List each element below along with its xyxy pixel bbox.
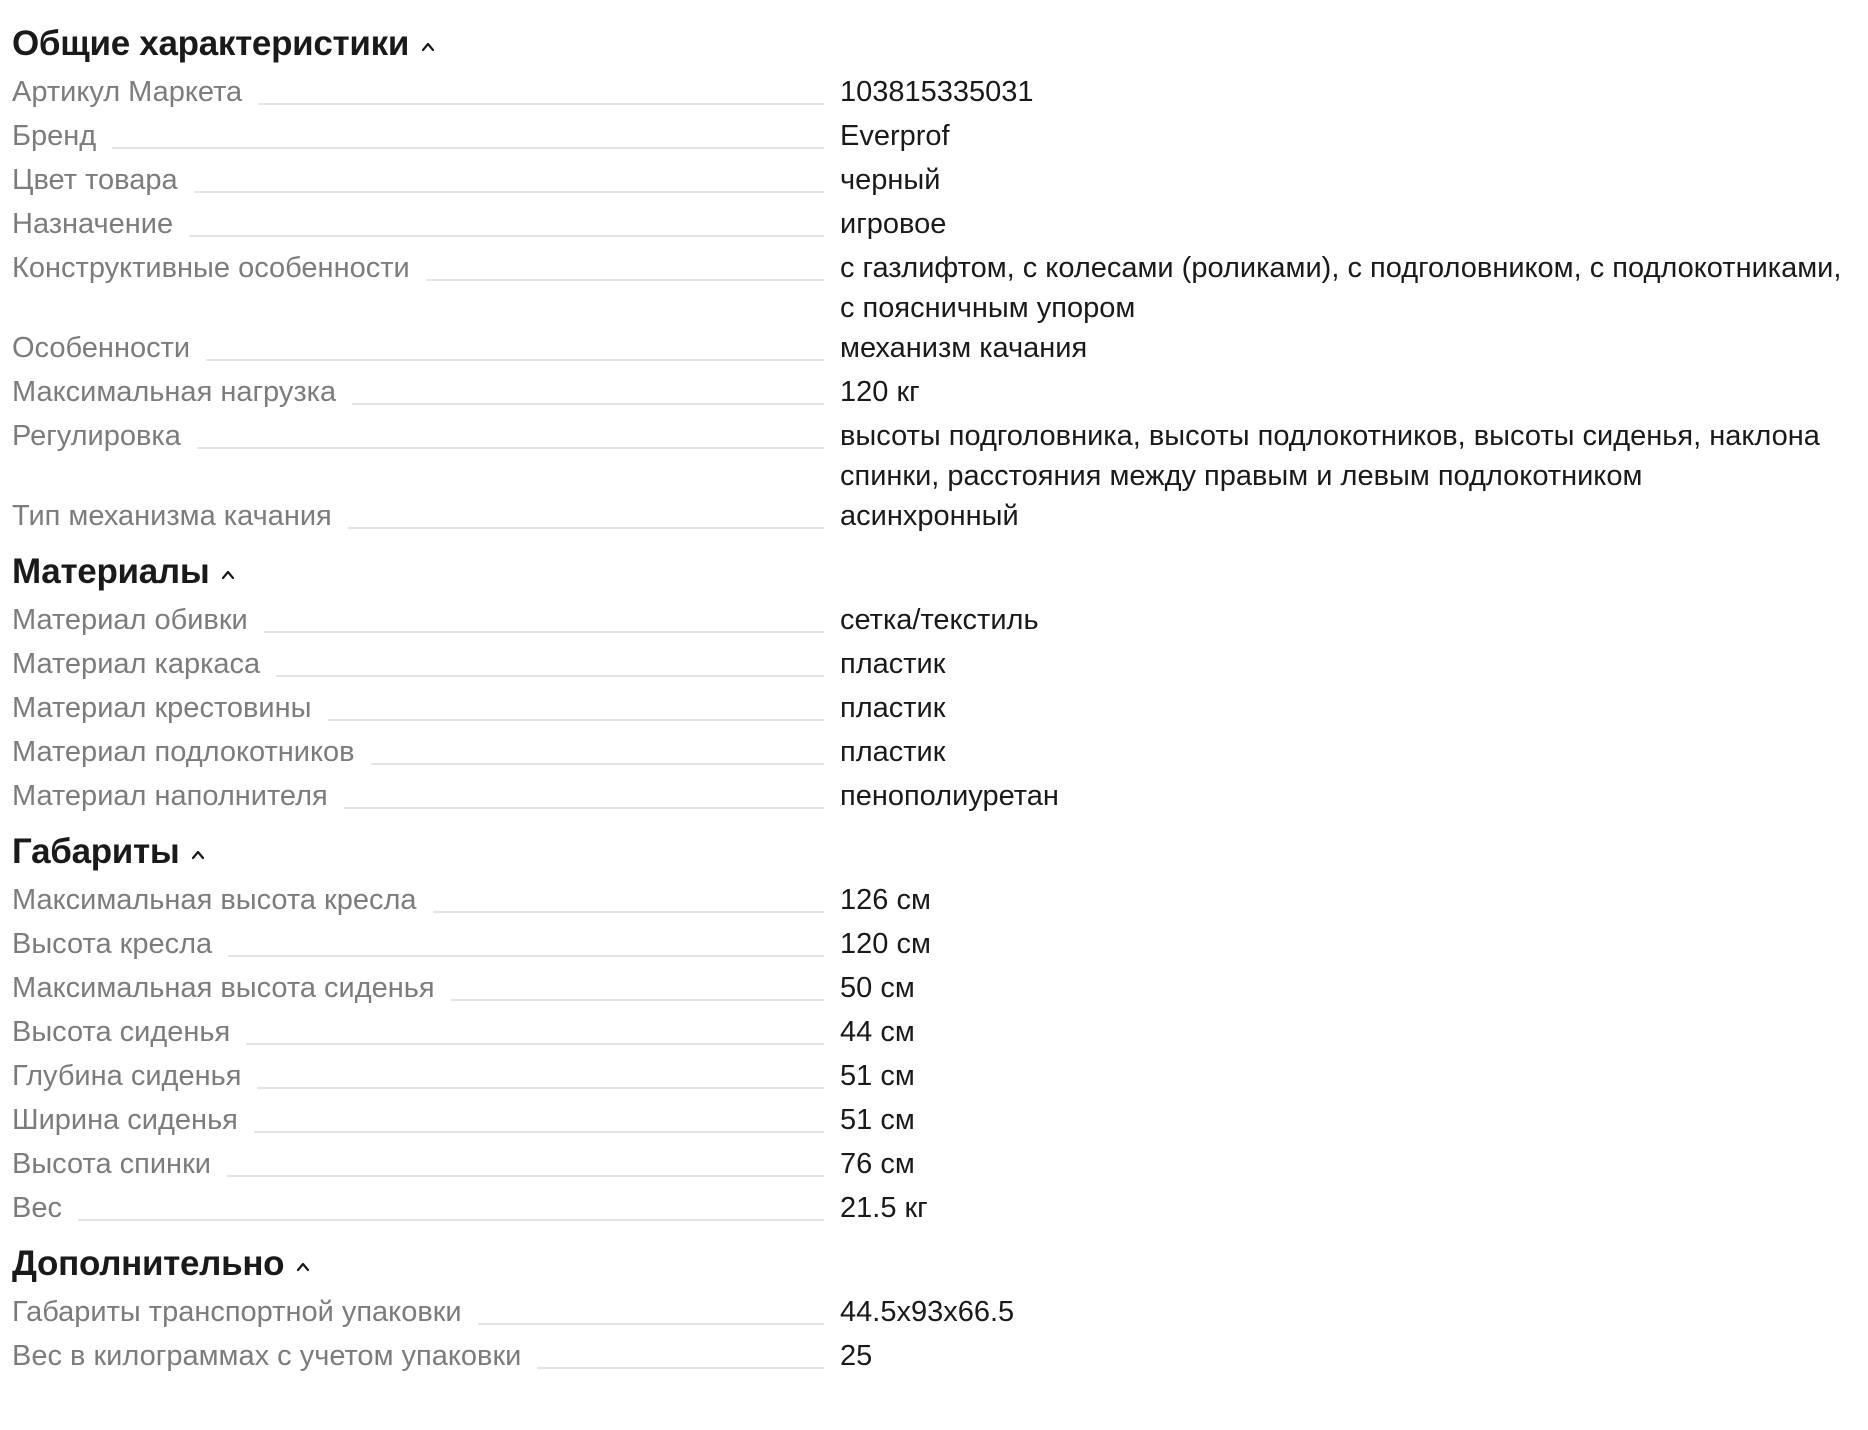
spec-value: пенополиуретан [840, 780, 1059, 812]
dotted-leader-divider [78, 1188, 824, 1221]
chevron-up-icon[interactable] [421, 40, 435, 54]
spec-value: 51 см [840, 1060, 915, 1092]
spec-value: пластик [840, 648, 946, 680]
spec-section [12, 828, 1868, 1232]
spec-label: Ширина сиденья [12, 1104, 238, 1136]
spec-row [12, 880, 1868, 924]
spec-section [12, 548, 1868, 820]
spec-label: Бренд [12, 120, 97, 152]
spec-row [12, 1100, 1868, 1144]
section-toggle[interactable] [12, 548, 1868, 596]
spec-label-cell [12, 1336, 824, 1376]
dotted-leader-divider [478, 1292, 824, 1325]
spec-label-cell [12, 496, 824, 536]
dotted-leader-divider [328, 688, 825, 721]
section-title: Общие характеристики [12, 24, 410, 63]
spec-row [12, 688, 1868, 732]
section-toggle[interactable] [12, 828, 1868, 876]
spec-row [12, 776, 1868, 820]
spec-label-cell [12, 372, 824, 412]
spec-label-cell [12, 416, 824, 456]
spec-row [12, 1144, 1868, 1188]
spec-label-cell [12, 1144, 824, 1184]
spec-label-cell [12, 968, 824, 1008]
spec-label-cell [12, 248, 824, 288]
spec-label: Особенности [12, 332, 191, 364]
spec-label: Цвет товара [12, 164, 178, 196]
chevron-up-icon[interactable] [191, 848, 205, 862]
spec-value: механизм качания [840, 332, 1088, 364]
spec-row [12, 1012, 1868, 1056]
spec-value: 51 см [840, 1104, 915, 1136]
spec-label-cell [12, 328, 824, 368]
spec-list [12, 880, 1868, 1232]
spec-label: Максимальная нагрузка [12, 376, 337, 408]
spec-label-cell [12, 72, 824, 112]
spec-label-cell [12, 924, 824, 964]
spec-row [12, 204, 1868, 248]
dotted-leader-divider [344, 776, 824, 809]
spec-value: 44.5x93x66.5 [840, 1296, 1015, 1328]
spec-label: Вес в килограммах с учетом упаковки [12, 1340, 522, 1372]
spec-label-cell [12, 116, 824, 156]
spec-label: Максимальная высота сиденья [12, 972, 435, 1004]
spec-value: пластик [840, 736, 946, 768]
spec-row [12, 1056, 1868, 1100]
spec-label: Регулировка [12, 420, 181, 452]
spec-row [12, 924, 1868, 968]
spec-list [12, 600, 1868, 820]
spec-row [12, 416, 1868, 496]
spec-list [12, 72, 1868, 540]
spec-value: 126 см [840, 884, 931, 916]
spec-row [12, 1336, 1868, 1380]
section-toggle[interactable] [12, 20, 1868, 68]
spec-row [12, 644, 1868, 688]
spec-row [12, 248, 1868, 328]
spec-label-cell [12, 1100, 824, 1140]
spec-row [12, 72, 1868, 116]
dotted-leader-divider [254, 1100, 824, 1133]
spec-value: 76 см [840, 1148, 915, 1180]
spec-row [12, 1292, 1868, 1336]
chevron-up-icon[interactable] [221, 568, 235, 582]
spec-row [12, 372, 1868, 416]
spec-label-cell [12, 1188, 824, 1228]
spec-label: Максимальная высота кресла [12, 884, 417, 916]
chevron-up-icon[interactable] [296, 1260, 310, 1274]
spec-label-cell [12, 688, 824, 728]
dotted-leader-divider [451, 968, 824, 1001]
spec-label: Материал наполнителя [12, 780, 328, 812]
spec-row [12, 732, 1868, 776]
section-title: Дополнительно [12, 1244, 285, 1283]
spec-value: сетка/текстиль [840, 604, 1039, 636]
spec-label: Тип механизма качания [12, 500, 332, 532]
spec-label-cell [12, 1012, 824, 1052]
spec-label: Материал каркаса [12, 648, 261, 680]
section-toggle[interactable] [12, 1240, 1868, 1288]
spec-label: Вес [12, 1192, 62, 1224]
dotted-leader-divider [228, 924, 824, 957]
spec-label-cell [12, 732, 824, 772]
spec-section [12, 1240, 1868, 1380]
spec-section [12, 20, 1868, 540]
spec-label: Конструктивные особенности [12, 252, 410, 284]
spec-value: пластик [840, 692, 946, 724]
spec-label-cell [12, 160, 824, 200]
dotted-leader-divider [264, 600, 824, 633]
spec-row [12, 600, 1868, 644]
spec-label-cell [12, 644, 824, 684]
dotted-leader-divider [189, 204, 824, 237]
spec-row [12, 1188, 1868, 1232]
dotted-leader-divider [197, 416, 824, 449]
spec-value: высоты подголовника, высоты подлокотников, высоты сиденья, наклона спинки, расстояния между правым и левым подлокотником [840, 420, 1820, 492]
spec-value: 50 см [840, 972, 915, 1004]
spec-value: 103815335031 [840, 76, 1034, 108]
spec-label: Глубина сиденья [12, 1060, 242, 1092]
spec-row [12, 496, 1868, 540]
spec-value: Everprof [840, 120, 950, 152]
dotted-leader-divider [276, 644, 824, 677]
spec-label-cell [12, 1292, 824, 1332]
spec-value: 120 кг [840, 376, 920, 408]
spec-list [12, 1292, 1868, 1380]
dotted-leader-divider [112, 116, 824, 149]
dotted-leader-divider [257, 1056, 824, 1089]
spec-label: Материал крестовины [12, 692, 312, 724]
spec-row [12, 968, 1868, 1012]
spec-value: 21.5 кг [840, 1192, 928, 1224]
spec-row [12, 160, 1868, 204]
spec-value: 25 [840, 1340, 873, 1372]
spec-label: Назначение [12, 208, 174, 240]
spec-label-cell [12, 1056, 824, 1096]
spec-label: Высота кресла [12, 928, 213, 960]
dotted-leader-divider [194, 160, 824, 193]
spec-value: черный [840, 164, 941, 196]
dotted-leader-divider [426, 248, 824, 281]
dotted-leader-divider [352, 372, 824, 405]
spec-label-cell [12, 880, 824, 920]
spec-row [12, 116, 1868, 160]
spec-label: Материал обивки [12, 604, 248, 636]
spec-label: Материал подлокотников [12, 736, 355, 768]
spec-label: Высота сиденья [12, 1016, 231, 1048]
spec-label-cell [12, 204, 824, 244]
dotted-leader-divider [433, 880, 824, 913]
spec-value: 44 см [840, 1016, 915, 1048]
spec-value: с газлифтом, с колесами (роликами), с подголовником, с подлокотниками, с поясничным упором [840, 252, 1842, 324]
dotted-leader-divider [246, 1012, 824, 1045]
spec-value: игровое [840, 208, 947, 240]
section-title: Материалы [12, 552, 210, 591]
dotted-leader-divider [371, 732, 824, 765]
spec-label-cell [12, 776, 824, 816]
spec-label: Артикул Маркета [12, 76, 243, 108]
spec-label: Высота спинки [12, 1148, 211, 1180]
spec-label-cell [12, 600, 824, 640]
dotted-leader-divider [348, 496, 824, 529]
section-title: Габариты [12, 832, 180, 871]
spec-value: 120 см [840, 928, 931, 960]
dotted-leader-divider [258, 72, 824, 105]
spec-label: Габариты транспортной упаковки [12, 1296, 462, 1328]
spec-value: асинхронный [840, 500, 1019, 532]
spec-row [12, 328, 1868, 372]
dotted-leader-divider [227, 1144, 824, 1177]
dotted-leader-divider [206, 328, 824, 361]
dotted-leader-divider [537, 1336, 824, 1369]
